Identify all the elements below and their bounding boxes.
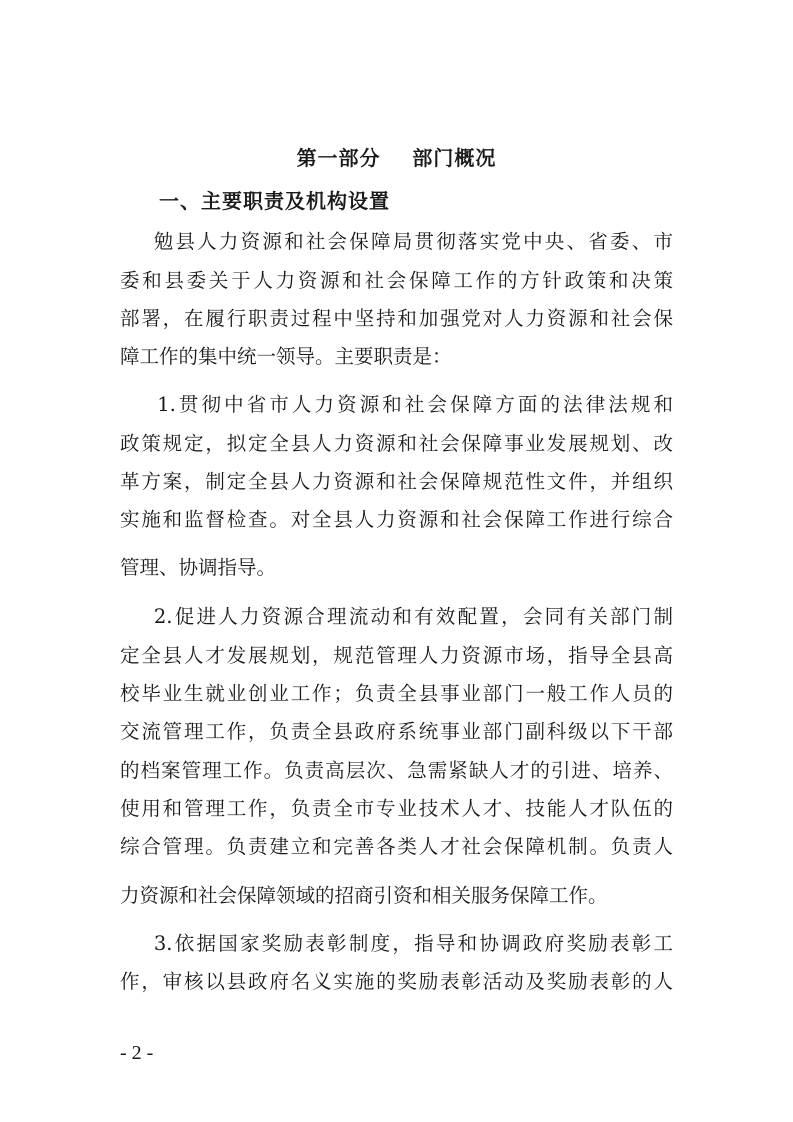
body-line: 革方案，制定全县人力资源和社会保障规范性文件，并组织 (120, 470, 673, 493)
body-line: 勉县人力资源和社会保障局贯彻落实党中央、省委、市 (120, 230, 673, 253)
body-line: 作，审核以县政府名义实施的奖励表彰活动及奖励表彰的人 (120, 970, 673, 993)
body-line: 力资源和社会保障领域的招商引资和相关服务保障工作。 (120, 884, 608, 907)
body-line: 校毕业生就业创业工作；负责全县事业部门一般工作人员的 (120, 682, 673, 705)
body-line: 3.依据国家奖励表彰制度，指导和协调政府奖励表彰工 (120, 932, 673, 955)
body-line: 障工作的集中统一领导。主要职责是： (120, 345, 452, 368)
page-title: 第一部分 部门概况 (296, 146, 497, 170)
page-number: - 2 - (120, 1042, 154, 1064)
body-line: 综合管理。负责建立和完善各类人才社会保障机制。负责人 (120, 835, 673, 858)
body-line: 管理、协调指导。 (120, 556, 277, 579)
body-line: 交流管理工作，负责全县政府系统事业部门副科级以下干部 (120, 720, 673, 743)
body-line: 部署，在履行职责过程中坚持和加强党对人力资源和社会保 (120, 307, 673, 330)
body-line: 1.贯彻中省市人力资源和社会保障方面的法律法规和 (120, 393, 673, 416)
body-line: 委和县委关于人力资源和社会保障工作的方针政策和决策 (120, 269, 673, 292)
body-line: 2.促进人力资源合理流动和有效配置，会同有关部门制 (120, 605, 673, 628)
section-heading: 一、主要职责及机构设置 (159, 189, 390, 213)
body-line: 政策规定，拟定全县人力资源和社会保障事业发展规划、改 (120, 432, 673, 455)
body-line: 使用和管理工作，负责全市专业技术人才、技能人才队伍的 (120, 797, 673, 820)
body-line: 实施和监督检查。对全县人力资源和社会保障工作进行综合 (120, 508, 673, 531)
body-line: 的档案管理工作。负责高层次、急需紧缺人才的引进、培养、 (120, 759, 673, 782)
body-line: 定全县人才发展规划，规范管理人力资源市场，指导全县高 (120, 644, 673, 667)
